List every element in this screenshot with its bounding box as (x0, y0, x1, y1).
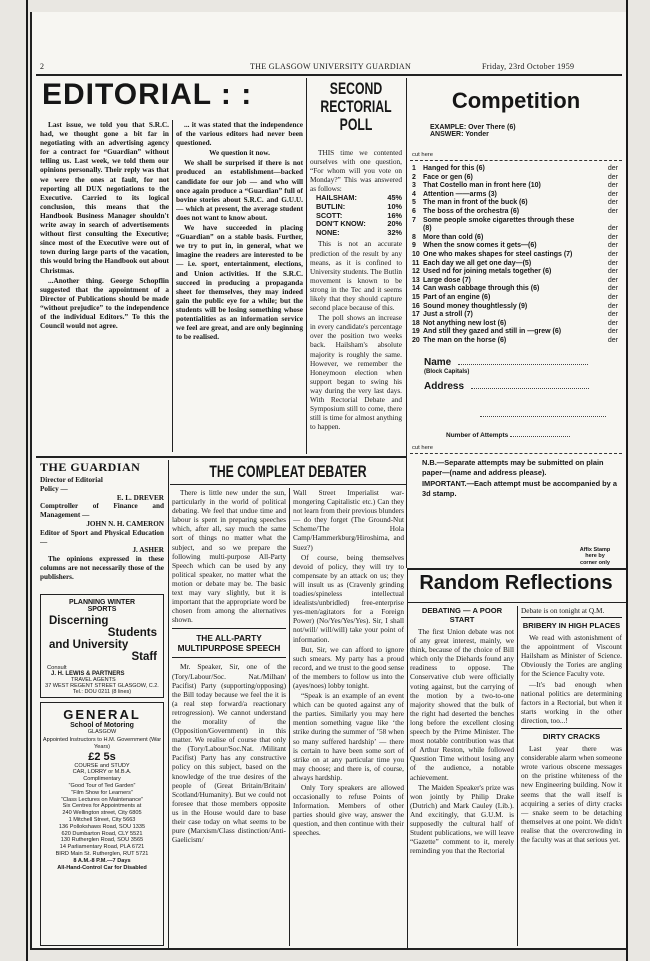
name-field (424, 357, 622, 368)
reflections-paragraph: The Maiden Speaker's prize was won jointly by Philip Drake (Dutrich) and Mark Cauley (Lib.). And excitingly, that G.U.M. is supposedly the cultural half of Student publications, we will leave “Gazette” comment to it, merely reminding you that the Rectorial (410, 782, 514, 856)
poll-header (310, 80, 402, 144)
reflections-rule (408, 602, 626, 603)
clue-item: 6 The boss of the orchestra (6) der (412, 207, 618, 215)
clue-item: 19 And still they gazed and still in —grew (6) der (412, 328, 618, 336)
cut-line (410, 160, 622, 161)
paper-name: THE GLASGOW UNIVERSITY GUARDIAN (250, 62, 412, 71)
column-rule (407, 568, 408, 950)
clue-item: 10 One who makes shapes for steel castings (7) der (412, 250, 618, 258)
editorial-paragraph: We shall be surprised if there is not produced an establishment—backed candidate for our job — and who will once again produce a “Guardian” full of bovine stories about S.R.C. and G.U.U. — which at present, the average student does not want to know about. (176, 158, 303, 222)
clue-item: 16 Sound money thoughtlessly (9) der (412, 302, 618, 310)
poll-paragraph: The poll shows an increase in every candidate's percentage over the position two weeks back. Hailsham's absolute majority is roughly the same. However, we remember the Honeymoon election when support began to swing his way during the very last days. With Rectorial Debate and Symposium still to come, there still is time for almost anything to happen. (310, 313, 402, 432)
block-capitals: (Block Capitals) (424, 369, 470, 376)
section-rule (36, 456, 406, 458)
nb-note (422, 458, 622, 477)
editorial-column-2 (176, 120, 303, 452)
poll-result-row: SCOTT: 16% (316, 210, 402, 220)
clue-item: 4 Attention ——arms (3) der (412, 190, 618, 198)
clue-item: 20 The man on the horse (6) der (412, 336, 618, 344)
column-rule (306, 78, 307, 454)
editorial-paragraph: Last issue, we told you that S.R.C. had, we thought gone a bit far in negotiating with an advertising agency for a contract for “Guardian” without telling us. Last week, we told them our opinions personally. Their reply was that we were the ones at fault, for not reporting all DUX negotiations to the Executive. Carried to its logical conclusion, this means that the Handbook Business Manager shouldn't write away in search of advertisements without first consulting the Executive; since most of the Executive were out of town during large parts of the vacation, this would bring the Handbook out about Christmas. (40, 120, 169, 275)
clue-item: 2 Face or gen (6) der (412, 173, 618, 181)
editorial-header (42, 78, 304, 118)
name-line (458, 364, 588, 365)
clue-item: 7 Some people smoke cigarettes through these (8) der (412, 216, 618, 233)
address-label: Address (424, 381, 465, 393)
poll-result-row: HAILSHAM: 45% (316, 193, 402, 203)
important-label: IMPORTANT. (422, 479, 467, 489)
clue-item: 11 Each day we all get one day—(5) der (412, 259, 618, 267)
editorial-paragraph: We question it now. (209, 148, 270, 158)
poll-title-2: RECTORIAL (320, 97, 392, 116)
debater-paragraph: Mr. Speaker, Sir, one of the (Tory/Labour/Soc. Nat./Milhan/ Pacifist) Party (supporting/opposing) the Bill today because we feel the it is (a real step forward/a reactionary retrogression). We cannot understand the morality of the (Opposition/Government) in this matter. We realise of course that only the (Tory/Labour/Soc.Nat. /Militant Pacifist) Party has any constructive policy on this subject, based on the knowledge of the true desires of the people of (Great Britain/Britain/ Scotland/Humanity). But we could not foresee that those members opposite us in the House would dare to base their case today on what seems to be pure (Marxism/Class distinction/Anti-Gaelicism/ (172, 662, 286, 845)
competition-answer: ANSWER: Yonder (430, 131, 489, 138)
travel-agent-ad (40, 594, 164, 698)
cut-here-label: cut here (412, 152, 433, 158)
debater-header (172, 462, 404, 482)
reflections-paragraph: Debate is on tonight at Q.M. (521, 606, 605, 615)
reflections-paragraph: Last year there was considerable alarm when someone wrote various obscene messages on the pristine whiteness of the new Engineering building. Now it seems that the wall itself is acquiring a series of dirty cracks — snake seem to be detaching themselves at one point. We didn't realise that the overcrowding in the faculty was at that serious yet. (521, 744, 622, 844)
poll-result-row: DON'T KNOW: 20% (316, 219, 402, 229)
motoring-school-ad (40, 702, 164, 946)
competition-example: EXAMPLE: Over There (6) (430, 124, 516, 131)
reflections-paragraph: We read with astonishment of the appointment of Viscount Hailsham as Minister of Science. Obviously the Tories are angling for the Science Faculty vote. (521, 633, 622, 679)
newspaper-page (30, 12, 628, 950)
debater-paragraph: “Speak is an example of an event which can be quoted against any of the parties. Similarly you may here mention something vague like ‘the strike during the summer of ’58 when so many suffered hardship’ — there is certain to have been some sort of strike on at any particular time you may choose; and there is, of course, always hardship. (293, 691, 404, 782)
debater-paragraph: There is little new under the sun, particularly in the world of political debating. We feel that undue time and labour is spent in preparing speeches which, after all, say much the same sort of things no matter what the subject, and so we prepare the following multi-purpose All-Party Speech which can be used by any political speaker, no matter what the motion or debate may be. The basic text may vary slightly, but it is important that the appropriate word be chosen from among the alternatives shown. (172, 488, 286, 625)
motoring-subtitle: School of Motoring (70, 722, 134, 729)
editorial-paragraph: ... it was stated that the independence of the various editors had never been questioned. (176, 120, 303, 148)
poll-title-1: SECOND (329, 80, 383, 98)
poll-title-3: POLL (339, 115, 373, 134)
ad-address: 37 WEST REGENT STREET GLASGOW, C.2. (45, 683, 159, 689)
column-rule (289, 488, 290, 946)
masthead-rule (36, 74, 622, 76)
address-line-2 (480, 416, 606, 417)
ad-line-2: SPORTS (87, 606, 117, 613)
column-rule (172, 120, 173, 452)
page-number: 2 (40, 62, 45, 71)
motoring-city: GLASGOW (87, 729, 117, 735)
address-field (424, 381, 622, 392)
attempts-label: Number of Attempts (446, 432, 509, 440)
scan-edge-left (26, 0, 28, 961)
stamp-note: Affix Stamp here by corner only (579, 546, 611, 566)
attempts-field (446, 432, 622, 439)
cut-line-2 (410, 453, 622, 454)
page-bottom-border (32, 948, 626, 950)
column-rule (406, 78, 407, 568)
section-rule (408, 568, 626, 570)
reflections-heading: DEBATING — A POOR START (421, 606, 503, 624)
clue-item: 18 Not anything new lost (6) der (412, 319, 618, 327)
reflections-heading: BRIBERY IN HIGH PLACES (522, 621, 621, 631)
speech-box (172, 628, 286, 658)
competition-clues (412, 165, 618, 345)
ad-telephone: Tel.: DOU 0211 (8 lines) (72, 689, 132, 695)
ad-line-1: PLANNING WINTER (68, 599, 136, 606)
cut-here-label-2: cut here (412, 445, 433, 452)
editorial-title: EDITORIAL : : (42, 78, 253, 111)
debater-paragraph: Of course, being themselves devoid of policy, they will try to compensate by an attack on us; they will insult us as (Cravenly grinding toadies/spineless intellectual idealists/unbridled) free-enterprise yes-men/agitators for a Foreign Power) (No/Yes/Yes/Yes). Sir, I shall not/will/ will/will) take your point of information. (293, 552, 404, 644)
reflections-column-1 (410, 606, 514, 946)
clue-item: 3 That Costello man in front here (10) der (412, 182, 618, 190)
competition-panel (410, 78, 622, 568)
guardian-staff-box (40, 460, 164, 588)
clue-item: 12 Used nd for joining metals together (6) der (412, 268, 618, 276)
clue-item: 9 When the snow comes it gets—(6) der (412, 242, 618, 250)
clue-item: 17 Just a stroll (7) der (412, 311, 618, 319)
poll-paragraph: This is not an accurate prediction of the result by any means, as it is confined to University students. The Butlin movement is known to be strong in the Tec and it seems likely that they should capture second place because of this. (310, 239, 402, 313)
poll-results (316, 194, 402, 237)
poll-result-row: NONE: 32% (316, 227, 402, 237)
editorial-paragraph: ...Another thing. George Schopflin suggested that the appointment of a Director of Publications should be made “without prejudice” to the independence of the individual Editors.” To this the Council would not agree. (40, 275, 169, 331)
nb-label: N.B. (422, 458, 437, 468)
poll-intro: THIS time we contented ourselves with one question, “For whom will you vote on Monday?” This was answered as follows: (310, 148, 402, 194)
issue-date: Friday, 23rd October 1959 (482, 62, 575, 71)
scan-edge-right (626, 0, 628, 961)
ad-firm: J. H. LEWIS & PARTNERS (51, 671, 125, 677)
clue-item: 14 Can wash cabbage through this (6) der (412, 285, 618, 293)
debater-column-1 (172, 488, 286, 946)
nb-text: —Separate attempts may be submitted on plain paper—(name and address please). (422, 458, 604, 477)
address-line (471, 388, 589, 389)
reflections-title: Random Reflections (419, 572, 613, 594)
poll-result-row: BUTLIN: 10% (316, 202, 402, 212)
debater-paragraph: Only Tory speakers are allowed occasionally to refuse Points of Information. Members of other parties should give way, answer the question, and then continue with their speeches. (293, 783, 404, 838)
guardian-staff-list: Director of Editorial Policy — E. L. DREVER Comptroller of Finance and Management — JOHN N. H. CAMERON Editor of Sport and Physical Education — J. ASHER The opinions expressed in these columns are not necessarily those of the publishers. (40, 476, 164, 581)
guardian-staff-title: THE GUARDIAN (40, 460, 141, 474)
reflections-paragraph: The first Union debate was not of any great interest, mainly, we think, because of the choice of Bill which only the Diehards found any readiness to oppose. The Conservative club were officially voting against, but the carrying of the motion by a two-to-one majority showed that the bulk of the right had deserted the benches long before the excellent closing speech by the Prime Minister. The most notable contribution was that of Arthur Reston, while followed Question Time without losing any of the audience, a notable achievement. (410, 627, 514, 782)
competition-title: Competition (451, 88, 581, 113)
column-rule (517, 606, 518, 946)
debater-paragraph: Wall Street Imperialist war-mongering Capitalistic etc.) Can they not learn from their previous blunders — do they forget (The Ground-Nut Scheme/The Hola Camp/Hammerkburg/Hiroshima, and Suez?) (293, 488, 404, 552)
clue-item: 8 More than cold (6) der (412, 233, 618, 241)
ad-firm-sub: TRAVEL AGENTS (71, 677, 116, 683)
clue-item: 13 Large dose (7) der (412, 276, 618, 284)
speech-box-title: THE ALL-PARTY MULTIPURPOSE SPEECH (177, 633, 281, 654)
debater-rule (170, 484, 406, 485)
clue-item: 5 The man in front of the buck (6) der (412, 199, 618, 207)
debater-title: THE COMPLEAT DEBATER (209, 462, 367, 481)
name-label: Name (424, 357, 452, 369)
ad-headline: Discerning Students and University Staff (49, 615, 157, 663)
poll-body (310, 148, 402, 454)
motoring-details: Appointed Instructors to H.M. Government (War Years) £2 5s COURSE and STUDY CAR, LORRY or M.B.A. Complimentary “Good Tour of Ted Garden” “Film Show for Learners” “Class Lectures on Maintenance” Six Centres for Appointments at 240 Wellington street, City 6805 1 Mitchell Street, City 5663 136 Pollokshaws Road, SOU 1335 620 Dumbarton Road, CLY 5521 130 Rutherglen Road, SOU 3565 14 Parliamentary Road, PLA 6721 BIRD Main St. Rutherglen, RUT 5721 8 A.M.-8 P.M.—7 Days All-Hand-Control Car for Disabled (42, 737, 162, 871)
important-text: —Each attempt must be accompanied by a 3d stamp. (422, 479, 617, 498)
motoring-title: GENERAL (63, 707, 141, 722)
reflections-heading: DIRTY CRACKS (542, 732, 601, 742)
reflections-column-2 (521, 606, 622, 946)
clue-item: 15 Part of an engine (6) der (412, 293, 618, 301)
attempts-line (510, 436, 570, 437)
column-rule (168, 460, 169, 950)
important-note (422, 479, 622, 498)
reflections-header (410, 572, 622, 600)
debater-paragraph: But, Sir, we can afford to ignore such smears. My party has a proud record, and we trust to the good sense of the members to follow us into the (ayes/noes) lobby tonight. (293, 644, 404, 690)
reflections-paragraph: —It's bad enough when national politics are determining factors in a Rectorial, but when it starts working in the other direction, too...! (521, 679, 622, 725)
editorial-paragraph: We have succeeded in placing “Guardian” on a stable basis. Further, we try to put in, in general, what we imagine the readers are interested to be — i.e. sport, entertainment, elections, and Union activities. If the S.R.C. succeed in producing a propaganda sheet for themselves, they may indeed gain the public eye for a while; but the students will be losing something whose potentialities as an information service we feel are great, and are only beginning to be realised. (176, 223, 303, 342)
debater-column-2 (293, 488, 404, 946)
editorial-column-1 (40, 120, 169, 452)
clue-item: 1 Hanged for this (6) der (412, 165, 618, 172)
ad-consult: Consult (47, 665, 67, 671)
